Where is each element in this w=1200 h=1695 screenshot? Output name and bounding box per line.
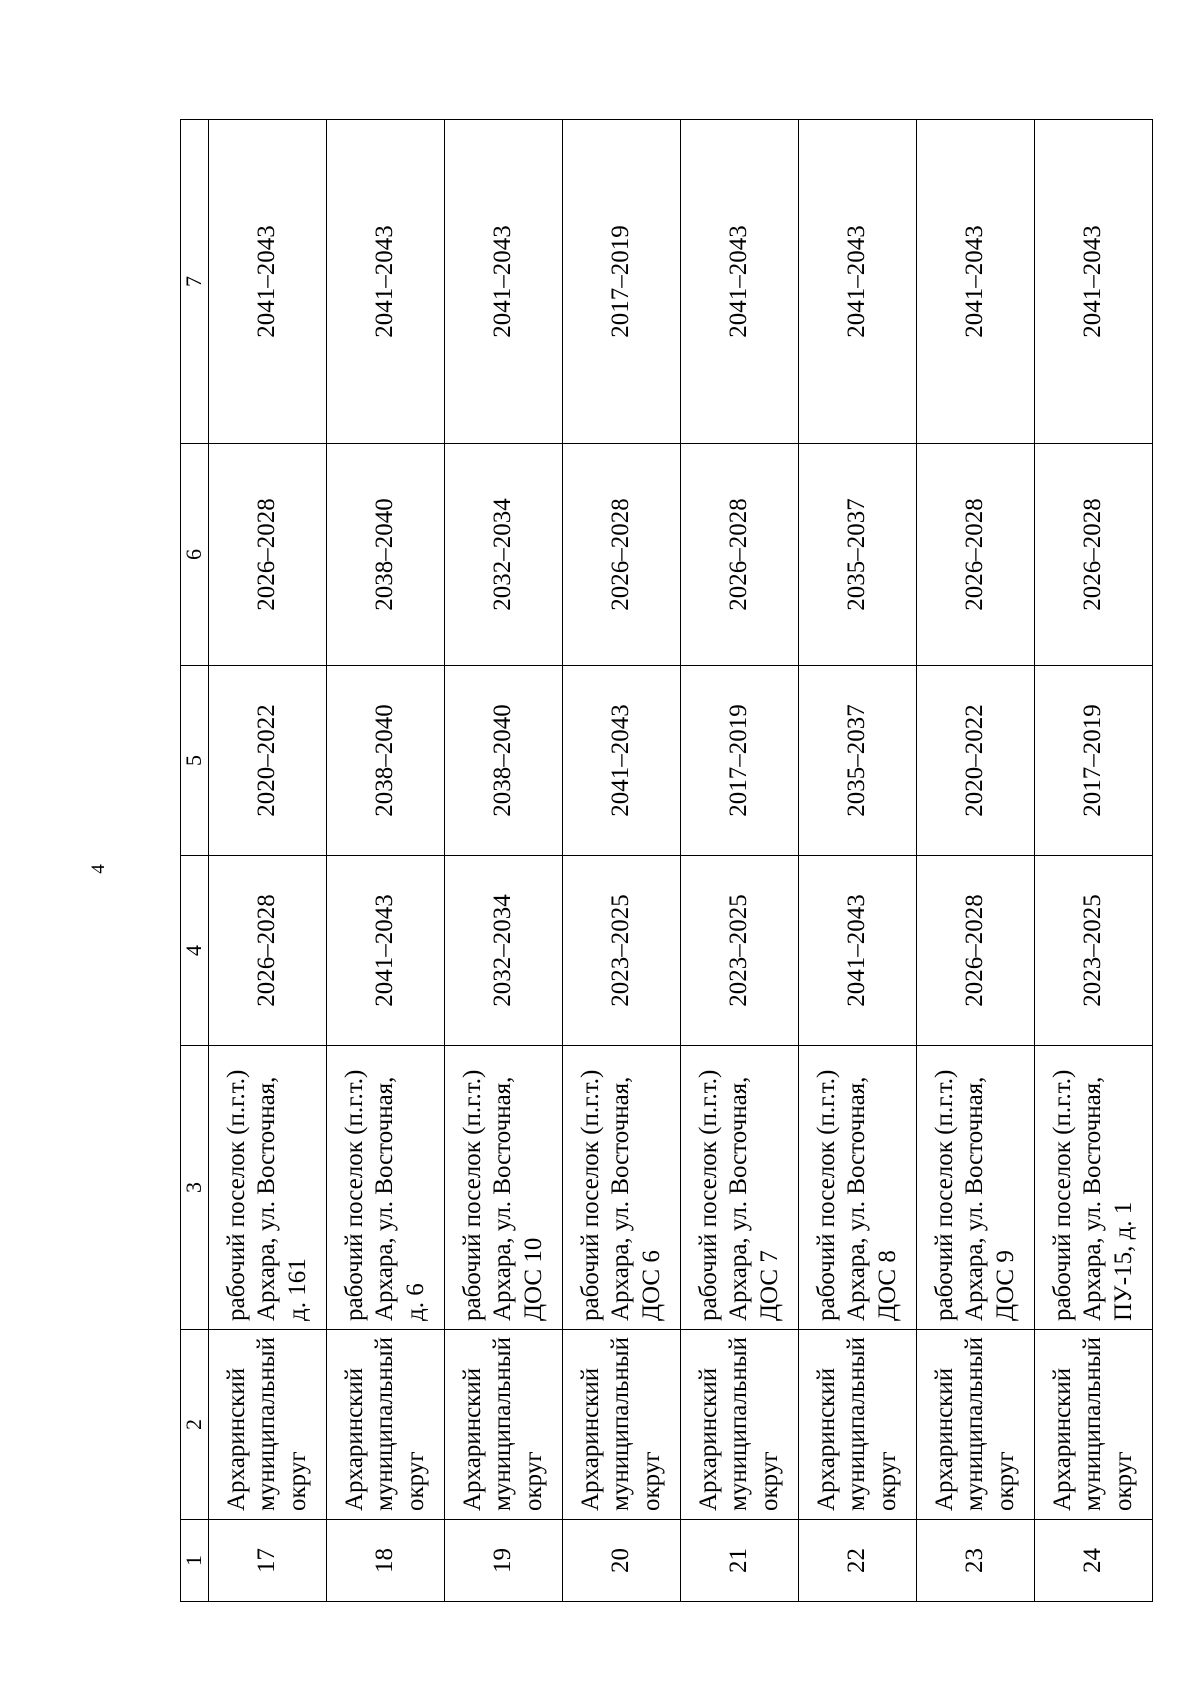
period-cell: 2041–2043 <box>444 120 562 444</box>
period-cell: 2041–2043 <box>562 666 680 856</box>
period-cell: 2023–2025 <box>562 856 680 1046</box>
row-number: 21 <box>680 1520 798 1602</box>
column-header: 6 <box>181 444 209 666</box>
address-cell: рабочий поселок (п.г.т.) Архара, ул. Восточная, ПУ-15, д. 1 <box>1034 1046 1152 1330</box>
table-row <box>444 120 562 1602</box>
page-number: 4 <box>88 864 109 874</box>
period-cell: 2026–2028 <box>680 444 798 666</box>
row-number: 22 <box>798 1520 916 1602</box>
municipality-cell: Архаринский муниципальный округ <box>326 1330 444 1520</box>
period-cell: 2026–2028 <box>208 856 326 1046</box>
period-cell: 2038–2040 <box>444 666 562 856</box>
period-cell: 2026–2028 <box>916 856 1034 1046</box>
address-cell: рабочий поселок (п.г.т.) Архара, ул. Восточная, ДОС 8 <box>798 1046 916 1330</box>
address-cell: рабочий поселок (п.г.т.) Архара, ул. Восточная, ДОС 7 <box>680 1046 798 1330</box>
header-row <box>181 120 209 1602</box>
period-cell: 2026–2028 <box>916 444 1034 666</box>
column-header: 2 <box>181 1330 209 1520</box>
period-cell: 2035–2037 <box>798 666 916 856</box>
municipality-cell: Архаринский муниципальный округ <box>1034 1330 1152 1520</box>
column-header: 3 <box>181 1046 209 1330</box>
period-cell: 2038–2040 <box>326 444 444 666</box>
period-cell: 2041–2043 <box>326 120 444 444</box>
period-cell: 2020–2022 <box>208 666 326 856</box>
period-cell: 2041–2043 <box>208 120 326 444</box>
rotated-table-wrapper <box>180 120 1153 1602</box>
table-row <box>798 120 916 1602</box>
municipality-cell: Архаринский муниципальный округ <box>208 1330 326 1520</box>
period-cell: 2020–2022 <box>916 666 1034 856</box>
table-row <box>326 120 444 1602</box>
address-cell: рабочий поселок (п.г.т.) Архара, ул. Восточная, ДОС 6 <box>562 1046 680 1330</box>
municipality-cell: Архаринский муниципальный округ <box>916 1330 1034 1520</box>
period-cell: 2041–2043 <box>680 120 798 444</box>
table-row <box>562 120 680 1602</box>
row-number: 20 <box>562 1520 680 1602</box>
address-cell: рабочий поселок (п.г.т.) Архара, ул. Восточная, д. 161 <box>208 1046 326 1330</box>
period-cell: 2041–2043 <box>798 120 916 444</box>
address-cell: рабочий поселок (п.г.т.) Архара, ул. Восточная, ДОС 10 <box>444 1046 562 1330</box>
period-cell: 2041–2043 <box>916 120 1034 444</box>
row-number: 18 <box>326 1520 444 1602</box>
column-header: 1 <box>181 1520 209 1602</box>
row-number: 23 <box>916 1520 1034 1602</box>
period-cell: 2032–2034 <box>444 444 562 666</box>
column-header: 4 <box>181 856 209 1046</box>
period-cell: 2023–2025 <box>680 856 798 1046</box>
period-cell: 2041–2043 <box>326 856 444 1046</box>
column-header: 7 <box>181 120 209 444</box>
period-cell: 2041–2043 <box>798 856 916 1046</box>
column-header: 5 <box>181 666 209 856</box>
table-row <box>208 120 326 1602</box>
municipality-cell: Архаринский муниципальный округ <box>798 1330 916 1520</box>
municipality-cell: Архаринский муниципальный округ <box>562 1330 680 1520</box>
address-cell: рабочий поселок (п.г.т.) Архара, ул. Восточная, ДОС 9 <box>916 1046 1034 1330</box>
period-cell: 2038–2040 <box>326 666 444 856</box>
period-cell: 2017–2019 <box>562 120 680 444</box>
period-cell: 2023–2025 <box>1034 856 1152 1046</box>
row-number: 19 <box>444 1520 562 1602</box>
period-cell: 2035–2037 <box>798 444 916 666</box>
period-cell: 2032–2034 <box>444 856 562 1046</box>
municipality-cell: Архаринский муниципальный округ <box>680 1330 798 1520</box>
table-row <box>1034 120 1152 1602</box>
period-cell: 2041–2043 <box>1034 120 1152 444</box>
period-cell: 2017–2019 <box>1034 666 1152 856</box>
address-cell: рабочий поселок (п.г.т.) Архара, ул. Восточная, д. 6 <box>326 1046 444 1330</box>
table-row <box>916 120 1034 1602</box>
period-cell: 2017–2019 <box>680 666 798 856</box>
row-number: 17 <box>208 1520 326 1602</box>
row-number: 24 <box>1034 1520 1152 1602</box>
schedule-table <box>180 119 1153 1602</box>
municipality-cell: Архаринский муниципальный округ <box>444 1330 562 1520</box>
period-cell: 2026–2028 <box>562 444 680 666</box>
table-row <box>680 120 798 1602</box>
period-cell: 2026–2028 <box>1034 444 1152 666</box>
period-cell: 2026–2028 <box>208 444 326 666</box>
